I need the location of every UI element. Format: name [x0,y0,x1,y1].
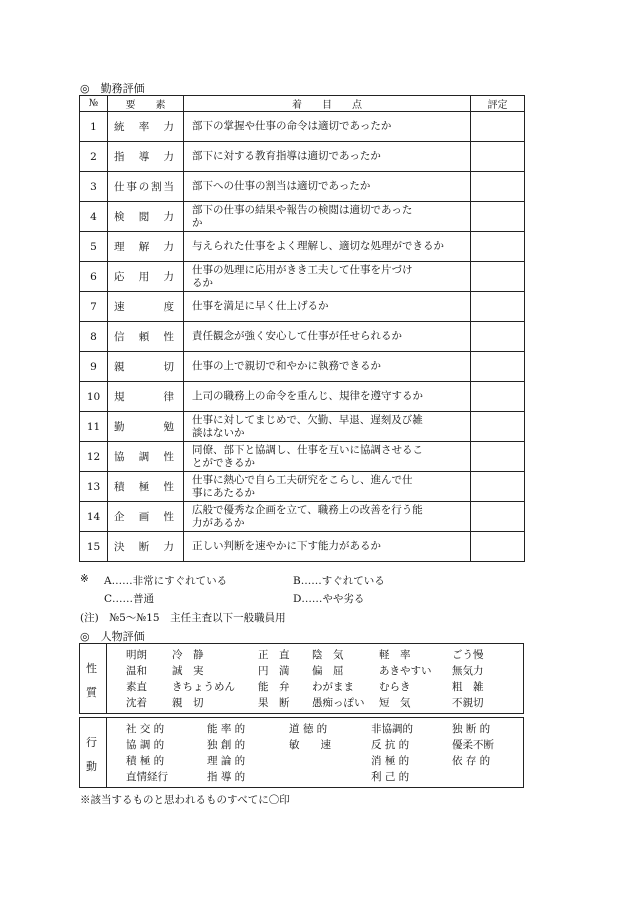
item-element [108,502,184,532]
item-no: 12 [80,442,108,472]
item-rating-cell[interactable] [471,232,525,262]
behavior-trait[interactable]: 優柔不断 [452,739,494,751]
item-no: 4 [80,202,108,232]
item-point [184,382,471,412]
item-element [108,112,184,142]
behavior-trait[interactable]: 指 導 的 [207,771,246,783]
item-element [108,202,184,232]
table-row [80,142,525,172]
item-point-line: 与えられた仕事をよく理解し、適切な処理ができるか [192,240,444,252]
item-point [184,262,471,292]
item-point-line: 力があるか [192,516,245,529]
item-point-line: 上司の職務上の命令を重んじ、規律を遵守するか [192,390,423,402]
item-rating-cell[interactable] [471,112,525,142]
character-label-cell [80,644,107,713]
item-element [108,322,184,352]
character-trait[interactable]: きちょうめん [172,681,235,693]
character-trait[interactable]: あきやすい [379,665,432,677]
behavior-trait[interactable]: 依 存 的 [452,755,491,767]
item-point-line: 部下の仕事の結果や報告の検閲は適切であった [192,203,413,216]
item-point-line: 部下に対する教育指導は適切であったか [192,150,381,162]
item-point-line: 仕事に対してまじめで、欠勤、早退、遅刻及び雑 [192,413,423,426]
table-row [80,412,525,442]
character-trait[interactable]: 正 直 [258,649,290,661]
item-point [184,292,471,322]
table-row [80,112,525,142]
character-trait[interactable]: 能 弁 [258,681,290,693]
item-no: 8 [80,322,108,352]
character-trait[interactable]: 親 切 [172,697,204,709]
item-element [108,172,184,202]
character-label-top: 性 [86,662,97,675]
item-element [108,232,184,262]
item-point-line: 仕事の処理に応用がきき工夫して仕事を片づけ [192,263,413,276]
character-trait[interactable]: 明朗 [126,649,147,661]
item-element [108,352,184,382]
item-rating-cell[interactable] [471,412,525,442]
legend-c: C……普通 [104,593,155,605]
behavior-trait[interactable]: 利 己 的 [371,771,410,783]
item-element-label: 指導力 [114,151,174,163]
behavior-trait[interactable]: 積 極 的 [126,755,165,767]
item-element-label: 仕事の割当 [114,181,174,193]
behavior-trait[interactable]: 非協調的 [371,723,413,735]
behavior-trait[interactable]: 社 交 的 [126,723,165,735]
item-rating-cell[interactable] [471,442,525,472]
character-trait[interactable]: 誠 実 [172,665,204,677]
item-point-line: 仕事に熱心で自ら工夫研究をこらし、進んで仕 [192,473,413,486]
item-point [184,412,471,442]
table-row [80,532,525,562]
item-no: 13 [80,472,108,502]
table-row [80,232,525,262]
character-trait[interactable]: 温和 [126,665,147,677]
item-rating-cell[interactable] [471,172,525,202]
item-rating-cell[interactable] [471,502,525,532]
item-element [108,292,184,322]
item-point-line: 部下への仕事の割当は適切であったか [192,180,371,192]
item-element-label: 信頼性 [114,331,174,343]
table-header-row [80,96,525,112]
item-element [108,412,184,442]
behavior-trait[interactable]: 道 徳 的 [289,723,328,735]
item-element-label: 親切 [114,361,174,373]
table-row [80,292,525,322]
item-element [108,442,184,472]
item-no: 5 [80,232,108,262]
table-row [80,262,525,292]
item-rating-cell[interactable] [471,202,525,232]
behavior-trait[interactable]: 消 極 的 [371,755,410,767]
behavior-trait[interactable]: 独 断 的 [452,723,491,735]
table-row [80,202,525,232]
legend-d: D……やや劣る [293,593,365,605]
item-no: 14 [80,502,108,532]
character-trait[interactable]: 果 断 [258,697,290,709]
character-trait[interactable]: 軽 率 [379,649,411,661]
item-element-label: 企画性 [114,511,174,523]
footer-note: ※該当するものと思われるものすべてに〇印 [80,794,290,806]
legend-b: B……すぐれている [293,575,385,587]
header-element: 要 素 [108,96,184,112]
item-point [184,202,471,232]
item-rating-cell[interactable] [471,142,525,172]
item-rating-cell[interactable] [471,322,525,352]
character-box [79,643,524,714]
item-point [184,352,471,382]
table-row [80,442,525,472]
behavior-label-cell [80,718,107,787]
character-label-bottom: 質 [86,686,97,699]
item-element [108,532,184,562]
item-element-label: 規律 [114,391,174,403]
character-trait[interactable]: 愚痴っぽい [312,697,365,709]
item-rating-cell[interactable] [471,532,525,562]
item-point [184,112,471,142]
item-point-line: 責任観念が強く安心して仕事が任せられるか [192,330,402,342]
item-element-label: 検閲力 [114,211,174,223]
item-no: 1 [80,112,108,142]
character-trait[interactable]: 偏 屈 [312,665,344,677]
item-point [184,232,471,262]
item-point [184,322,471,352]
item-element [108,382,184,412]
item-point [184,442,471,472]
legend-mark: ※ [80,573,89,585]
item-no: 10 [80,382,108,412]
item-point [184,142,471,172]
table-row [80,472,525,502]
header-rating: 評定 [471,96,525,112]
item-element-label: 積極性 [114,481,174,493]
item-point-line: 談はないか [192,426,245,439]
item-no: 2 [80,142,108,172]
item-element-label: 統率力 [114,121,174,133]
item-point-line: 仕事を満足に早く仕上げるか [192,300,329,312]
table-row [80,172,525,202]
item-element [108,142,184,172]
character-trait[interactable]: むらき [379,681,411,693]
item-point-line: 部下の掌握や仕事の命令は適切であったか [192,120,392,132]
behavior-trait[interactable]: 理 論 的 [207,755,246,767]
behavior-box [79,717,524,788]
table-row [80,502,525,532]
character-trait[interactable]: 陰 気 [312,649,344,661]
legend-a: A……非常にすぐれている [104,575,228,587]
behavior-trait[interactable]: 独 創 的 [207,739,246,751]
behavior-label-bottom: 動 [86,760,97,773]
character-trait[interactable]: 素直 [126,681,147,693]
item-element-label: 協調性 [114,451,174,463]
behavior-trait[interactable]: 敏 速 [289,739,331,751]
item-point-line: 同僚、部下と協調し、仕事を互いに協調させるこ [192,443,423,456]
item-no: 3 [80,172,108,202]
item-element [108,472,184,502]
character-trait[interactable]: 無気力 [452,665,484,677]
item-element-label: 速度 [114,301,174,313]
item-no: 7 [80,292,108,322]
item-element [108,262,184,292]
item-point-line: るか [192,276,213,289]
section-title-personal-evaluation: ◎ 人物評価 [80,630,145,643]
character-trait[interactable]: 短 気 [379,697,411,709]
item-rating-cell[interactable] [471,472,525,502]
behavior-trait[interactable]: 反 抗 的 [371,739,410,751]
item-point-line: 仕事の上で親切で和やかに執務できるか [192,360,381,372]
item-no: 6 [80,262,108,292]
item-element-label: 決断力 [114,541,174,553]
item-point [184,172,471,202]
character-trait[interactable]: ごう慢 [452,649,484,661]
character-trait[interactable]: 不親切 [452,697,484,709]
character-trait[interactable]: 冷 静 [172,649,204,661]
item-point-line: 事にあたるか [192,486,255,499]
character-trait[interactable]: 沈着 [126,697,147,709]
table-row [80,322,525,352]
character-trait[interactable]: わがまま [312,681,354,693]
item-element-label: 理解力 [114,241,174,253]
item-rating-cell[interactable] [471,292,525,322]
item-point-line: 正しい判断を速やかに下す能力があるか [192,540,381,552]
target-note: (注) №5～№15 主任主査以下一般職員用 [80,612,286,624]
item-rating-cell[interactable] [471,352,525,382]
header-point: 着 目 点 [184,96,471,112]
item-element-label: 勤勉 [114,421,174,433]
item-rating-cell[interactable] [471,262,525,292]
behavior-trait[interactable]: 直情経行 [126,771,168,783]
item-point [184,502,471,532]
item-rating-cell[interactable] [471,382,525,412]
table-row [80,352,525,382]
item-no: 9 [80,352,108,382]
work-evaluation-table [79,95,525,562]
section-title-work-evaluation: ◎ 勤務評価 [80,82,145,95]
behavior-trait[interactable]: 協 調 的 [126,739,165,751]
item-point-line: 広般で優秀な企画を立て、職務上の改善を行う能 [192,503,423,516]
item-point [184,532,471,562]
item-no: 11 [80,412,108,442]
behavior-trait[interactable]: 能 率 的 [207,723,246,735]
item-point [184,472,471,502]
character-trait[interactable]: 円 満 [258,665,290,677]
behavior-label-top: 行 [86,736,97,749]
table-row [80,382,525,412]
item-point-line: か [192,216,203,229]
item-point-line: とができるか [192,456,255,469]
character-trait[interactable]: 粗 雑 [452,681,484,693]
item-no: 15 [80,532,108,562]
header-no: № [80,96,108,112]
item-element-label: 応用力 [114,271,174,283]
